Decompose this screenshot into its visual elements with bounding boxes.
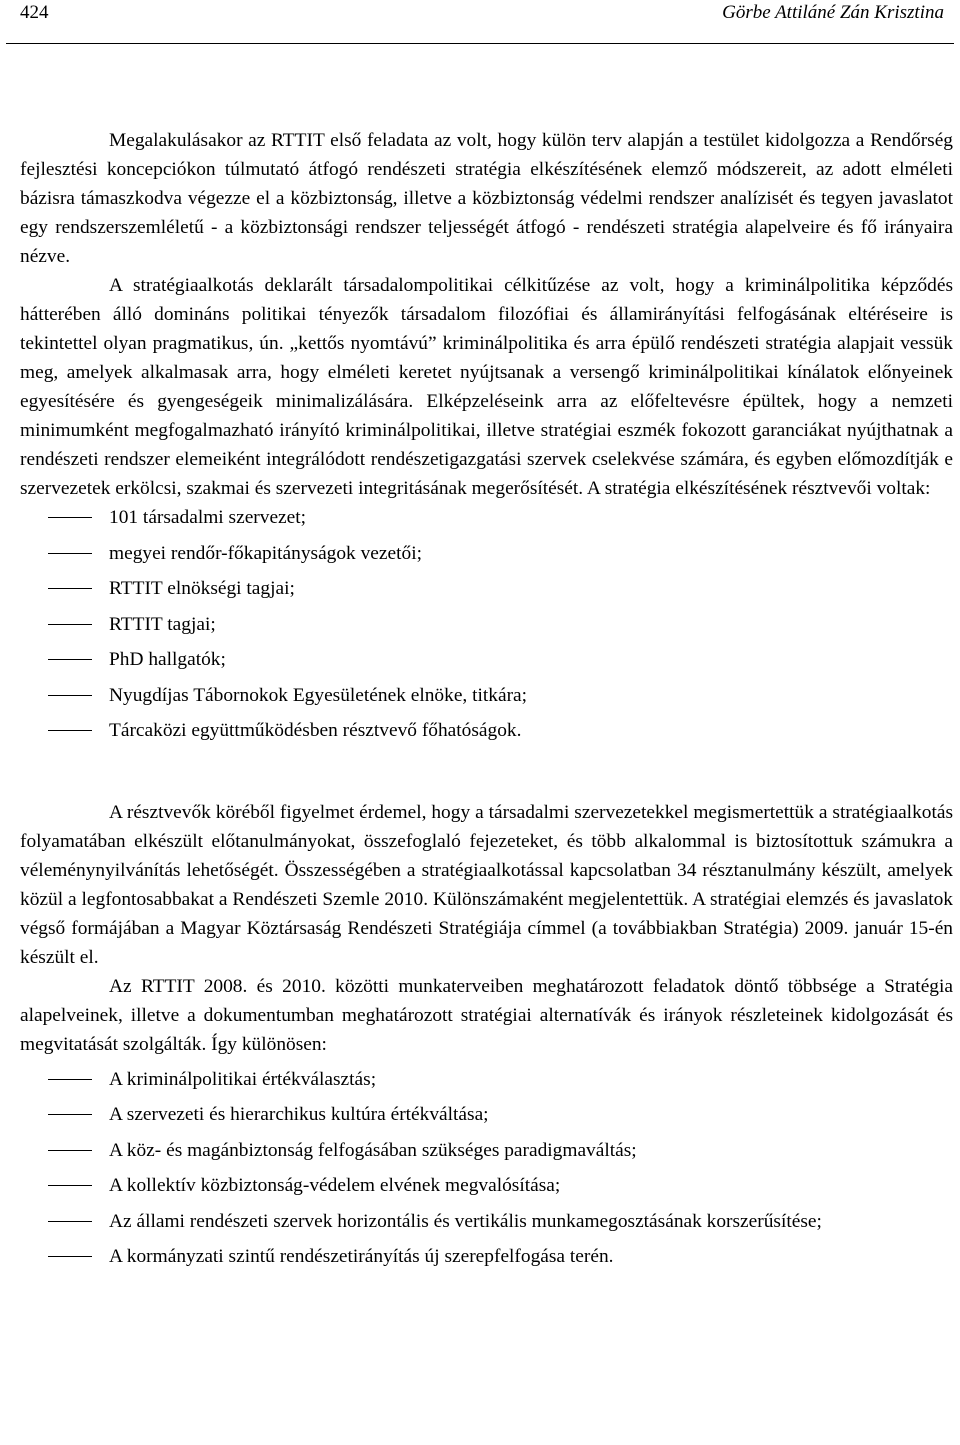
dash-bullet-icon — [48, 1256, 92, 1257]
paragraph-work-plans: Az RTTIT 2008. és 2010. közötti munkaterveiben meghatározott feladatok döntő többsége a Stratégia alapelveinek, illetve a dokumentumban meghatározott stratégiai alternatívák és irányok részleteinek kidolgozását és megvitatását szolgálták. Így különösen: — [20, 975, 953, 1055]
list-item: A kriminálpolitikai értékválasztás; — [20, 1065, 953, 1094]
dash-bullet-icon — [48, 517, 92, 518]
dash-bullet-icon — [48, 1114, 92, 1115]
paragraph-founding-task: Megalakulásakor az RTTIT első feladata az volt, hogy külön terv alapján a testület kidolgozza a Rendőrség fejlesztési koncepciókon túlmutató átfogó rendészeti stratégia elkészítésének elemző módszereit, az adott elméleti bázisra támaszkodva végezze el a közbiztonság, illetve a közbiztonság védelmi rendszer analízisét és tegyen javaslatot egy rendszerszemléletű - a közbiztonsági rendszer teljességét átfogó - rendészeti stratégia alapelveire és fő irányaira nézve. — [20, 130, 953, 267]
paragraph-gap — [20, 752, 953, 798]
dash-bullet-icon — [48, 624, 92, 625]
list-item: Tárcaközi együttműködésben résztvevő főhatóságok. — [20, 716, 953, 745]
list-item: PhD hallgatók; — [20, 645, 953, 674]
list-item: RTTIT elnökségi tagjai; — [20, 574, 953, 603]
tasks-list — [20, 1065, 953, 1272]
list-item: A köz- és magánbiztonság felfogásában szükséges paradigmaváltás; — [20, 1136, 953, 1165]
dash-bullet-icon — [48, 1185, 92, 1186]
header-divider — [6, 43, 954, 44]
page-number: 424 — [20, 2, 49, 23]
dash-bullet-icon — [48, 1079, 92, 1080]
paragraph-participants-note: A résztvevők köréből figyelmet érdemel, hogy a társadalmi szervezetekkel megismertettük a stratégiaalkotás folyamatában elkészült előtanulmányokat, összefoglaló fejezeteket, és több alkalommal is biztosítottuk számukra a véleménynyilvánítás lehetőségét. Összességében a stratégiaalkotással kapcsolatban 34 résztanulmány készült, amelyek közül a legfontosabbakat a Rendészeti Szemle 2010. Különszámaként megjelentettük. A stratégiai elemzés és javaslatok végső formájában a Magyar Köztársaság Rendészeti Stratégiája címmel (a továbbiakban Stratégia) 2009. január 15-én készült el. — [20, 801, 953, 968]
running-head-author: Görbe Attiláné Zán Krisztina — [722, 2, 944, 23]
list-item: megyei rendőr-főkapitányságok vezetői; — [20, 539, 953, 568]
dash-bullet-icon — [48, 588, 92, 589]
document-body — [20, 126, 953, 1278]
dash-bullet-icon — [48, 1221, 92, 1222]
list-item: Az állami rendészeti szervek horizontális és vertikális munkamegosztásának korszerűsítése; — [20, 1207, 953, 1236]
list-item: 101 társadalmi szervezet; — [20, 503, 953, 532]
dash-bullet-icon — [48, 553, 92, 554]
list-item: A szervezeti és hierarchikus kultúra értékváltása; — [20, 1100, 953, 1129]
dash-bullet-icon — [48, 659, 92, 660]
participants-list — [20, 503, 953, 745]
dash-bullet-icon — [48, 1150, 92, 1151]
list-item: A kormányzati szintű rendészetirányítás új szerepfelfogása terén. — [20, 1242, 953, 1271]
dash-bullet-icon — [48, 695, 92, 696]
list-item: A kollektív közbiztonság-védelem elvének megvalósítása; — [20, 1171, 953, 1200]
dash-bullet-icon — [48, 730, 92, 731]
list-item: RTTIT tagjai; — [20, 610, 953, 639]
paragraph-strategy-goal: A stratégiaalkotás deklarált társadalompolitikai célkitűzése az volt, hogy a kriminálpolitika képződés hátterében álló domináns politikai tényezők társadalom filozófiai és államirányítási felfogásának eltéréseire is tekintettel olyan pragmatikus, ún. „kettős nyomtávú” kriminálpolitika és arra épülő rendészeti stratégia alapjait vessük meg, amelyek alkalmasak arra, hogy elméleti keretet nyújtsanak a versengő kriminálpolitikai kínálatok előnyeinek egyesítésére és gyengeségeik minimalizálására. Elképzeléseink arra az előfeltevésre épültek, hogy a nemzeti minimumként megfogalmazható irányító kriminálpolitikai, illetve stratégiai eszmék fokozott garanciákat nyújthatnak a rendészeti rendszer elemeiként integrálódott rendészetigazgatási szervek cselekvése számára, és egyben előmozdítják e szervezetek erkölcsi, szakmai és szervezeti integritásának megerősítését. A stratégia elkészítésének résztvevői voltak: — [20, 275, 953, 499]
page-header — [0, 0, 960, 44]
list-item: Nyugdíjas Tábornokok Egyesületének elnöke, titkára; — [20, 681, 953, 710]
